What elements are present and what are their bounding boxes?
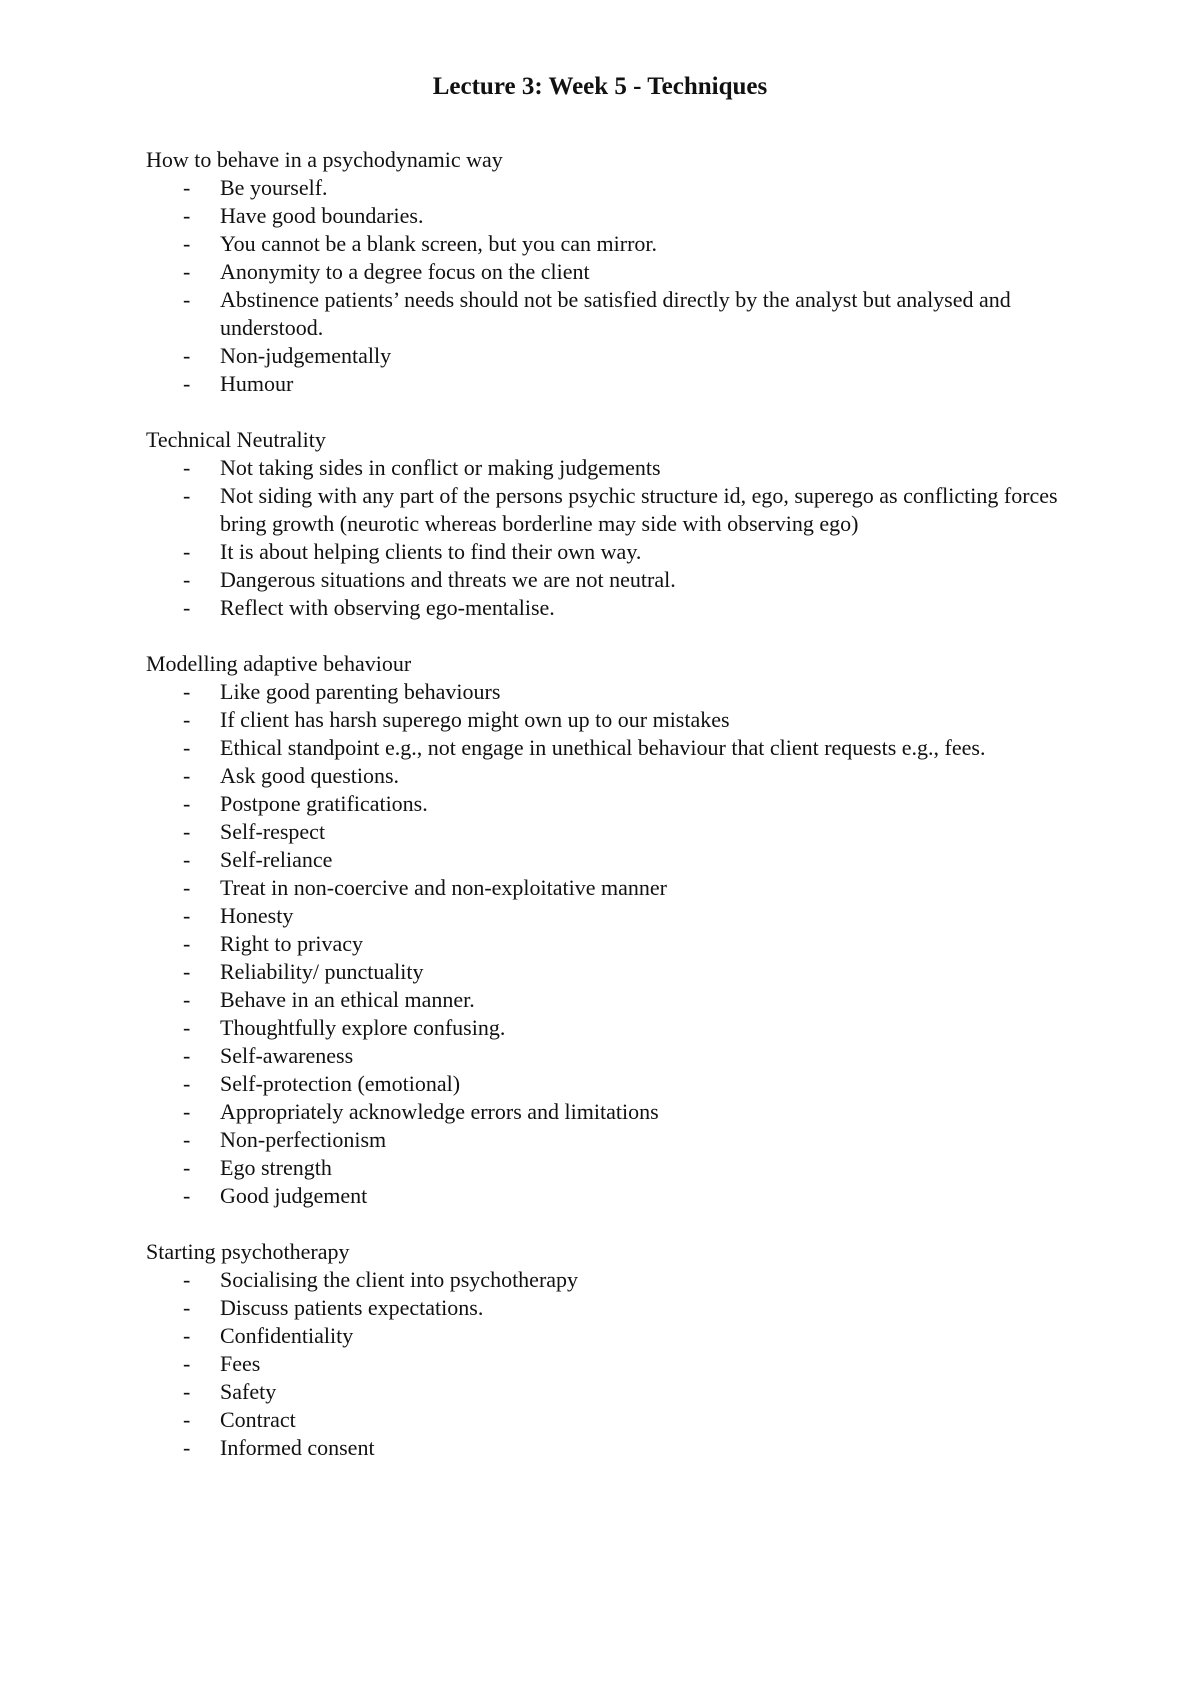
- bullet-list: [146, 174, 1066, 398]
- bullet-list: [146, 1266, 1066, 1462]
- section: [146, 1238, 1066, 1462]
- list-item-text: Humour: [220, 371, 294, 396]
- dash-bullet-icon: -: [183, 987, 191, 1012]
- dash-bullet-icon: -: [183, 1407, 191, 1432]
- dash-bullet-icon: -: [183, 1155, 191, 1180]
- dash-bullet-icon: -: [183, 455, 191, 480]
- list-item-text: Behave in an ethical manner.: [220, 987, 475, 1012]
- section: [146, 146, 1066, 398]
- list-item: [146, 1182, 1066, 1210]
- list-item: [146, 790, 1066, 818]
- list-item: [146, 846, 1066, 874]
- dash-bullet-icon: -: [183, 707, 191, 732]
- list-item: [146, 1322, 1066, 1350]
- dash-bullet-icon: -: [183, 259, 191, 284]
- list-item: [146, 258, 1066, 286]
- list-item-text: Have good boundaries.: [220, 203, 424, 228]
- list-item-text: Confidentiality: [220, 1323, 354, 1348]
- list-item: [146, 818, 1066, 846]
- list-item: [146, 1014, 1066, 1042]
- dash-bullet-icon: -: [183, 875, 191, 900]
- list-item-text: Good judgement: [220, 1183, 368, 1208]
- dash-bullet-icon: -: [183, 847, 191, 872]
- list-item-text: If client has harsh superego might own up to our mistakes: [220, 707, 730, 732]
- dash-bullet-icon: -: [183, 1071, 191, 1096]
- list-item-text: Ego strength: [220, 1155, 332, 1180]
- dash-bullet-icon: -: [183, 791, 191, 816]
- list-item: [146, 958, 1066, 986]
- list-item-text: Self-reliance: [220, 847, 333, 872]
- dash-bullet-icon: -: [183, 763, 191, 788]
- list-item-text: Anonymity to a degree focus on the client: [220, 259, 590, 284]
- list-item-text: Informed consent: [220, 1435, 375, 1460]
- list-item: [146, 902, 1066, 930]
- list-item-text: Right to privacy: [220, 931, 363, 956]
- dash-bullet-icon: -: [183, 903, 191, 928]
- list-item: [146, 286, 1066, 342]
- list-item: [146, 202, 1066, 230]
- section-heading: How to behave in a psychodynamic way: [146, 147, 503, 172]
- list-item: [146, 454, 1066, 482]
- list-item-text: Contract: [220, 1407, 296, 1432]
- list-item: [146, 706, 1066, 734]
- list-item: [146, 1378, 1066, 1406]
- dash-bullet-icon: -: [183, 287, 191, 312]
- list-item-text: Thoughtfully explore confusing.: [220, 1015, 506, 1040]
- section-heading: Technical Neutrality: [146, 427, 326, 452]
- dash-bullet-icon: -: [183, 735, 191, 760]
- dash-bullet-icon: -: [183, 371, 191, 396]
- list-item: [146, 1098, 1066, 1126]
- bullet-list: [146, 454, 1066, 622]
- list-item: [146, 1042, 1066, 1070]
- dash-bullet-icon: -: [183, 1267, 191, 1292]
- list-item-text: Appropriately acknowledge errors and limitations: [220, 1099, 659, 1124]
- list-item: [146, 594, 1066, 622]
- list-item: [146, 342, 1066, 370]
- list-item: [146, 566, 1066, 594]
- list-item: [146, 538, 1066, 566]
- list-item-text: Honesty: [220, 903, 294, 928]
- list-item-text: Reflect with observing ego-mentalise.: [220, 595, 555, 620]
- list-item-text: Postpone gratifications.: [220, 791, 428, 816]
- dash-bullet-icon: -: [183, 483, 191, 508]
- dash-bullet-icon: -: [183, 1015, 191, 1040]
- list-item: [146, 1350, 1066, 1378]
- dash-bullet-icon: -: [183, 231, 191, 256]
- list-item-text: Self-respect: [220, 819, 326, 844]
- list-item-text: Self-awareness: [220, 1043, 354, 1068]
- section: [146, 650, 1066, 1210]
- page-title: Lecture 3: Week 5 - Techniques: [432, 73, 768, 100]
- section: [146, 426, 1066, 622]
- list-item-text: Reliability/ punctuality: [220, 959, 424, 984]
- dash-bullet-icon: -: [183, 959, 191, 984]
- list-item: [146, 1406, 1066, 1434]
- list-item: [146, 1294, 1066, 1322]
- document-body: [146, 146, 1066, 1490]
- list-item-text: Treat in non-coercive and non-exploitative manner: [220, 875, 667, 900]
- list-item: [146, 986, 1066, 1014]
- list-item-text: It is about helping clients to find their own way.: [220, 539, 642, 564]
- dash-bullet-icon: -: [183, 203, 191, 228]
- list-item: [146, 1266, 1066, 1294]
- list-item-text: Like good parenting behaviours: [220, 679, 501, 704]
- list-item-text: Abstinence patients’ needs should not be satisfied directly by the analyst but analysed and understood.: [220, 287, 1011, 340]
- list-item: [146, 762, 1066, 790]
- list-item-text: Not taking sides in conflict or making judgements: [220, 455, 661, 480]
- list-item: [146, 930, 1066, 958]
- dash-bullet-icon: -: [183, 931, 191, 956]
- list-item: [146, 174, 1066, 202]
- dash-bullet-icon: -: [183, 1127, 191, 1152]
- dash-bullet-icon: -: [183, 343, 191, 368]
- list-item: [146, 230, 1066, 258]
- list-item: [146, 734, 1066, 762]
- list-item-text: Discuss patients expectations.: [220, 1295, 484, 1320]
- dash-bullet-icon: -: [183, 567, 191, 592]
- list-item: [146, 678, 1066, 706]
- list-item-text: Not siding with any part of the persons psychic structure id, ego, superego as conflicting forces bring growth (neurotic whereas borderline may side with observing ego): [220, 483, 1058, 536]
- list-item-text: Non-perfectionism: [220, 1127, 387, 1152]
- dash-bullet-icon: -: [183, 679, 191, 704]
- list-item: [146, 1126, 1066, 1154]
- dash-bullet-icon: -: [183, 539, 191, 564]
- dash-bullet-icon: -: [183, 1099, 191, 1124]
- dash-bullet-icon: -: [183, 1351, 191, 1376]
- list-item-text: Ethical standpoint e.g., not engage in unethical behaviour that client requests e.g., fees.: [220, 735, 986, 760]
- list-item: [146, 874, 1066, 902]
- dash-bullet-icon: -: [183, 1379, 191, 1404]
- list-item-text: Socialising the client into psychotherapy: [220, 1267, 579, 1292]
- list-item-text: Fees: [220, 1351, 261, 1376]
- bullet-list: [146, 678, 1066, 1210]
- dash-bullet-icon: -: [183, 1183, 191, 1208]
- list-item: [146, 1434, 1066, 1462]
- dash-bullet-icon: -: [183, 175, 191, 200]
- dash-bullet-icon: -: [183, 1323, 191, 1348]
- list-item-text: Be yourself.: [220, 175, 328, 200]
- list-item-text: Self-protection (emotional): [220, 1071, 461, 1096]
- list-item: [146, 482, 1066, 538]
- list-item-text: Non-judgementally: [220, 343, 392, 368]
- list-item: [146, 1154, 1066, 1182]
- list-item-text: Dangerous situations and threats we are not neutral.: [220, 567, 676, 592]
- dash-bullet-icon: -: [183, 1295, 191, 1320]
- dash-bullet-icon: -: [183, 1043, 191, 1068]
- dash-bullet-icon: -: [183, 1435, 191, 1460]
- list-item: [146, 370, 1066, 398]
- list-item-text: Ask good questions.: [220, 763, 400, 788]
- section-heading: Starting psychotherapy: [146, 1239, 350, 1264]
- section-heading: Modelling adaptive behaviour: [146, 651, 412, 676]
- list-item-text: Safety: [220, 1379, 277, 1404]
- list-item: [146, 1070, 1066, 1098]
- dash-bullet-icon: -: [183, 595, 191, 620]
- list-item-text: You cannot be a blank screen, but you can mirror.: [220, 231, 658, 256]
- dash-bullet-icon: -: [183, 819, 191, 844]
